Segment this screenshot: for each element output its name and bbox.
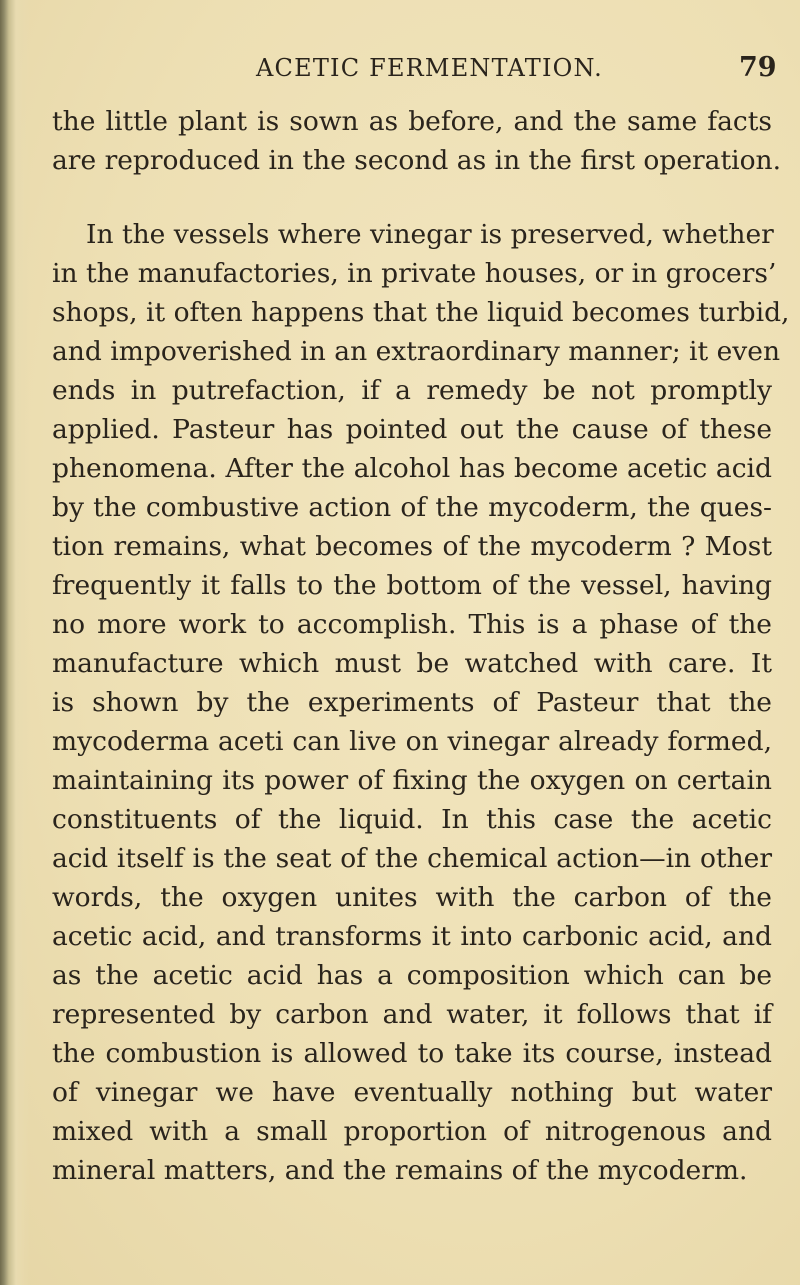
text-line: In the vessels where vinegar is preserved, whether [86,219,774,250]
text-line: the little plant is sown as before, and the same facts [52,106,772,137]
text-line: ends in putrefaction, if a remedy be not promptly [52,375,772,406]
text-line: is shown by the experiments of Pasteur that the [52,687,772,718]
body-text [52,102,790,1190]
text-line: in the manufactories, in private houses, or in grocers’ [52,258,777,289]
text-line: manufacture which must be watched with care. It [52,648,772,679]
page-header [0,54,800,90]
text-line: constituents of the liquid. In this case the acetic [52,804,772,835]
text-line: mineral matters, and the remains of the mycoderm. [52,1155,748,1186]
text-line: mixed with a small proportion of nitrogenous and [52,1116,772,1147]
text-line: represented by carbon and water, it follows that if [52,999,772,1030]
text-line: frequently it falls to the bottom of the vessel, having [52,570,772,601]
paragraph-spacer [52,180,772,215]
text-line: acid itself is the seat of the chemical action—in other [52,843,772,874]
text-line: of vinegar we have eventually nothing but water [52,1077,772,1108]
text-line: mycoderma aceti can live on vinegar already formed, [52,726,772,757]
text-line: no more work to accomplish. This is a phase of the [52,609,772,640]
text-line: acetic acid, and transforms it into carbonic acid, and [52,921,772,952]
text-line: and impoverished in an extraordinary manner; it even [52,336,781,367]
text-line: tion remains, what becomes of the mycoderm ? Most [52,531,772,562]
text-line: phenomena. After the alcohol has become acetic acid [52,453,772,484]
text-line: are reproduced in the second as in the first operation. [52,145,782,176]
text-line: maintaining its power of fixing the oxygen on certain [52,765,772,796]
page-number: 79 [739,52,777,83]
text-line: as the acetic acid has a composition which can be [52,960,772,991]
running-title: ACETIC FERMENTATION. [256,54,604,82]
text-line: the combustion is allowed to take its course, instead [52,1038,772,1069]
text-line: applied. Pasteur has pointed out the cause of these [52,414,772,445]
text-line: by the combustive action of the mycoderm, the ques- [52,492,772,523]
text-line: words, the oxygen unites with the carbon of the [52,882,772,913]
text-line: shops, it often happens that the liquid becomes turbid, [52,297,790,328]
